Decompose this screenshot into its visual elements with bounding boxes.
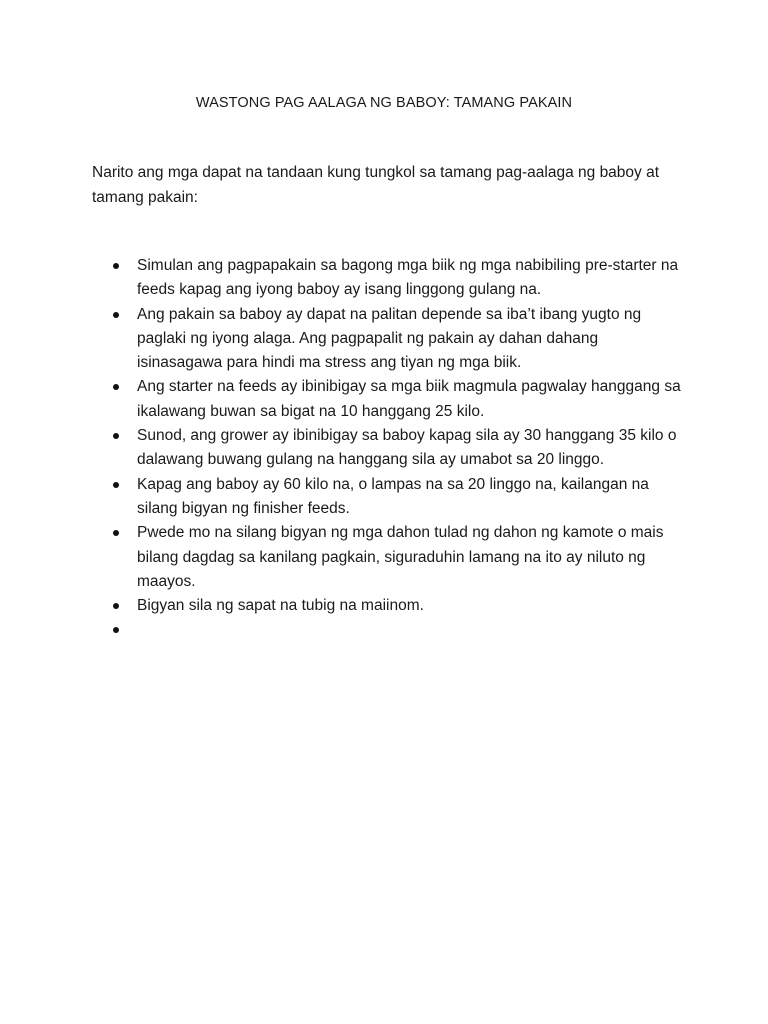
list-item-text: Bigyan sila ng sapat na tubig na maiinom. (137, 597, 424, 615)
list-item (92, 424, 682, 473)
list-item (92, 254, 682, 303)
list-item-empty (92, 618, 682, 642)
intro-paragraph: Narito ang mga dapat na tandaan kung tungkol sa tamang pag-aalaga ng baboy at tamang pakain: (92, 164, 660, 206)
list-item (92, 375, 682, 424)
list-item (92, 521, 682, 594)
bullet-icon (113, 530, 119, 536)
bullet-list (92, 254, 682, 643)
list-item-text: Kapag ang baboy ay 60 kilo na, o lampas na sa 20 linggo na, kailangan na silang bigyan ng finisher feeds. (137, 475, 649, 517)
bullet-icon (113, 482, 119, 488)
list-item (92, 594, 682, 618)
bullet-icon (113, 312, 119, 318)
bullet-icon (113, 263, 119, 269)
list-item-text: Ang starter na feeds ay ibinibigay sa mga biik magmula pagwalay hanggang sa ikalawang buwan sa bigat na 10 hanggang 25 kilo. (137, 378, 681, 420)
list-item-text: Pwede mo na silang bigyan ng mga dahon tulad ng dahon ng kamote o mais bilang dagdag sa kanilang pagkain, siguraduhin lamang na ito ay niluto ng maayos. (137, 524, 664, 590)
list-item (92, 473, 682, 522)
bullet-icon (113, 384, 119, 390)
bullet-icon (113, 433, 119, 439)
list-item-text: Simulan ang pagpapakain sa bagong mga biik ng mga nabibiling pre-starter na feeds kapag ang iyong baboy ay isang linggong gulang na. (137, 257, 679, 299)
bullet-icon (113, 603, 119, 609)
list-item-text: Sunod, ang grower ay ibinibigay sa baboy kapag sila ay 30 hanggang 35 kilo o dalawang buwang gulang na hanggang sila ay umabot sa 20 linggo. (137, 427, 677, 469)
document-title: WASTONG PAG AALAGA NG BABOY: TAMANG PAKAIN (195, 95, 573, 111)
bullet-icon (113, 627, 119, 633)
list-item (92, 303, 682, 376)
list-item-text: Ang pakain sa baboy ay dapat na palitan depende sa iba’t ibang yugto ng paglaki ng iyong alaga. Ang pagpapalit ng pakain ay dahan dahang isinasagawa para hindi ma stress ang tiyan ng mga biik. (137, 305, 642, 372)
